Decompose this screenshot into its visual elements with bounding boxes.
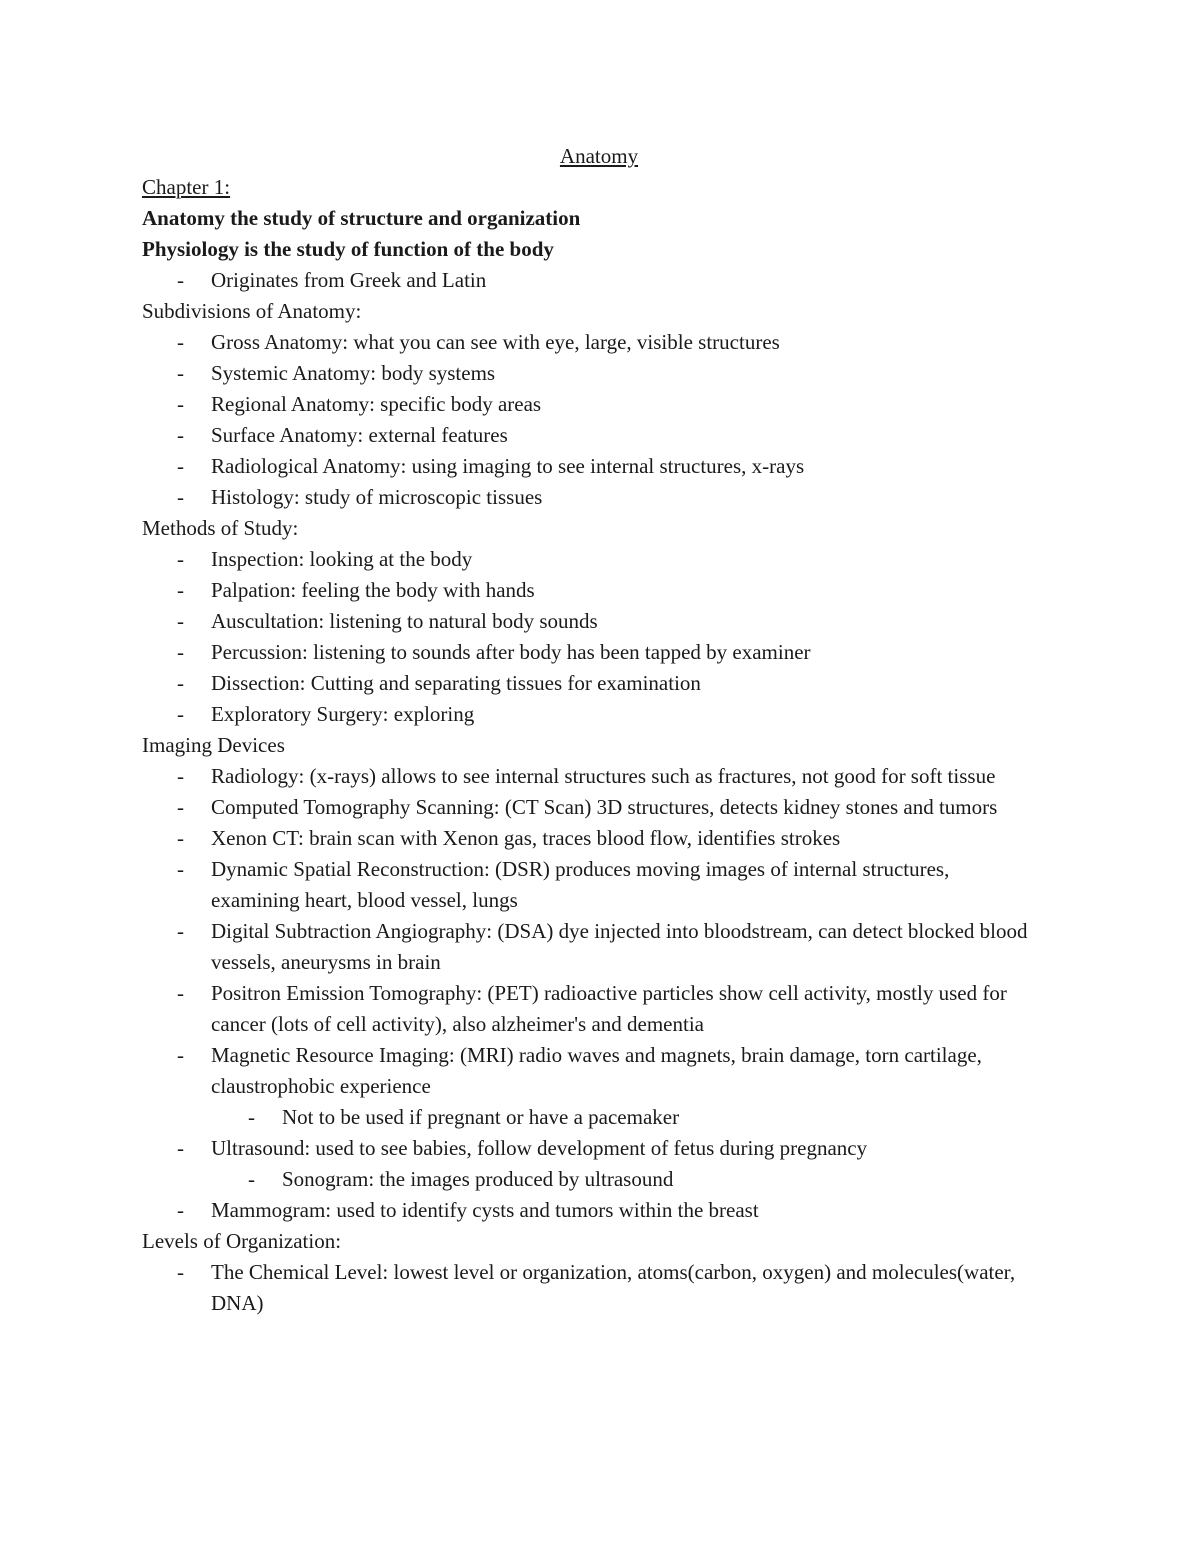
dash-bullet: -	[177, 764, 184, 788]
list-item: - Dynamic Spatial Reconstruction: (DSR) produces moving images of internal structures, examining heart, blood vessel, lungs	[142, 854, 1043, 916]
dash-bullet: -	[177, 640, 184, 664]
section-heading: Subdivisions of Anatomy:	[142, 299, 362, 323]
dash-bullet: -	[177, 454, 184, 478]
list-item: - Originates from Greek and Latin	[142, 265, 1062, 296]
dash-bullet: -	[177, 609, 184, 633]
dash-bullet: -	[177, 1260, 184, 1284]
anatomy-definition: Anatomy the study of structure and organization	[142, 206, 581, 230]
dash-bullet: -	[177, 857, 184, 881]
list-item: - Computed Tomography Scanning: (CT Scan) 3D structures, detects kidney stones and tumors	[142, 792, 1043, 823]
dash-bullet: -	[177, 1043, 184, 1067]
dash-bullet: -	[177, 702, 184, 726]
list-item: - The Chemical Level: lowest level or organization, atoms(carbon, oxygen) and molecules(water, DNA)	[142, 1257, 1043, 1319]
chapter-heading: Chapter 1:	[142, 175, 231, 199]
list-item: - Histology: study of microscopic tissues	[142, 482, 1062, 513]
dash-bullet: -	[177, 919, 184, 943]
list-item: - Radiological Anatomy: using imaging to see internal structures, x-rays	[142, 451, 1062, 482]
dash-bullet: -	[177, 826, 184, 850]
list-item: - Inspection: looking at the body	[142, 544, 1062, 575]
dash-bullet: -	[177, 795, 184, 819]
page-title: Anatomy	[559, 144, 639, 168]
dash-bullet: -	[177, 330, 184, 354]
list-item: - Ultrasound: used to see babies, follow development of fetus during pregnancy	[142, 1133, 1062, 1164]
dash-bullet: -	[177, 423, 184, 447]
section-heading: Methods of Study:	[142, 516, 299, 540]
dash-bullet: -	[248, 1105, 255, 1129]
dash-bullet: -	[177, 268, 184, 292]
dash-bullet: -	[177, 485, 184, 509]
dash-bullet: -	[177, 1198, 184, 1222]
list-item: - Exploratory Surgery: exploring	[142, 699, 1062, 730]
physiology-definition: Physiology is the study of function of the body	[142, 237, 554, 261]
list-item: - Systemic Anatomy: body systems	[142, 358, 1062, 389]
list-item: - Xenon CT: brain scan with Xenon gas, traces blood flow, identifies strokes	[142, 823, 1043, 854]
dash-bullet: -	[177, 981, 184, 1005]
dash-bullet: -	[177, 547, 184, 571]
document-page	[142, 141, 1062, 1319]
dash-bullet: -	[177, 671, 184, 695]
list-item: - Digital Subtraction Angiography: (DSA) dye injected into bloodstream, can detect blocked blood vessels, aneurysms in brain	[142, 916, 1043, 978]
sub-list-item: - Not to be used if pregnant or have a pacemaker	[142, 1102, 1062, 1133]
list-item: - Magnetic Resource Imaging: (MRI) radio waves and magnets, brain damage, torn cartilage, claustrophobic experience	[142, 1040, 1043, 1102]
list-item: - Palpation: feeling the body with hands	[142, 575, 1062, 606]
list-item: - Percussion: listening to sounds after body has been tapped by examiner	[142, 637, 1062, 668]
list-item: - Regional Anatomy: specific body areas	[142, 389, 1062, 420]
list-item: - Dissection: Cutting and separating tissues for examination	[142, 668, 1062, 699]
list-item: - Mammogram: used to identify cysts and tumors within the breast	[142, 1195, 1062, 1226]
list-item: - Gross Anatomy: what you can see with eye, large, visible structures	[142, 327, 1062, 358]
list-item: - Surface Anatomy: external features	[142, 420, 1062, 451]
list-item: - Radiology: (x-rays) allows to see internal structures such as fractures, not good for soft tissue	[142, 761, 1043, 792]
section-heading: Imaging Devices	[142, 733, 285, 757]
dash-bullet: -	[248, 1167, 255, 1191]
section-heading: Levels of Organization:	[142, 1229, 342, 1253]
list-item: - Positron Emission Tomography: (PET) radioactive particles show cell activity, mostly used for cancer (lots of cell activity), also alzheimer's and dementia	[142, 978, 1043, 1040]
list-item: - Auscultation: listening to natural body sounds	[142, 606, 1062, 637]
dash-bullet: -	[177, 392, 184, 416]
dash-bullet: -	[177, 361, 184, 385]
dash-bullet: -	[177, 578, 184, 602]
dash-bullet: -	[177, 1136, 184, 1160]
sub-list-item: - Sonogram: the images produced by ultrasound	[142, 1164, 1062, 1195]
